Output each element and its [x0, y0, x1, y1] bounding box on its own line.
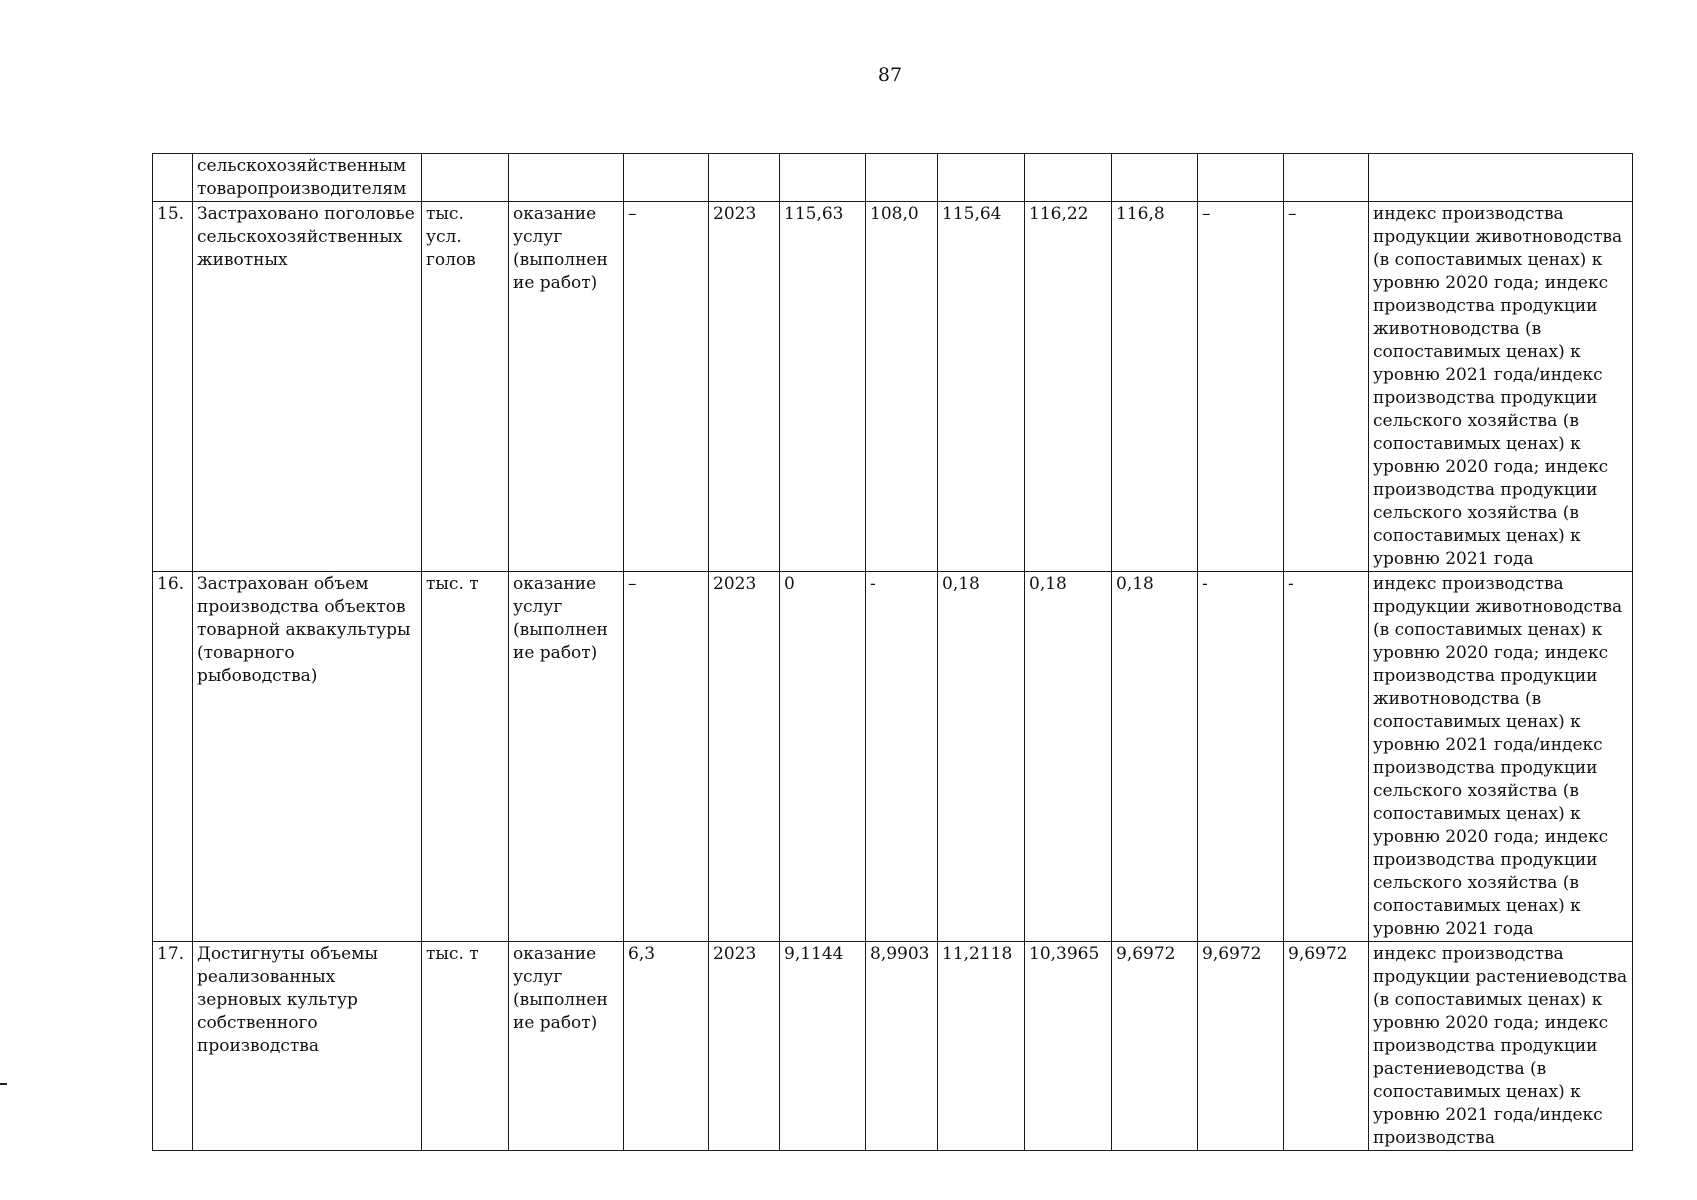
cell-value-7: –: [1284, 202, 1369, 572]
cell-name: Достигнуты объемы реализованных зерновых культур собственного производства: [193, 942, 422, 1151]
cell-num: 16.: [153, 572, 193, 942]
cell-value-7: -: [1284, 572, 1369, 942]
cell-value-3: 115,64: [938, 202, 1025, 572]
cell-value-4: [1025, 154, 1112, 202]
cell-value-2: 108,0: [866, 202, 938, 572]
cell-type: оказание услуг (выполнение работ): [509, 942, 624, 1151]
cell-value-3: 11,2118: [938, 942, 1025, 1151]
cell-value-1: 0: [780, 572, 866, 942]
cell-value-5: 116,8: [1112, 202, 1198, 572]
indicators-table: [152, 153, 1633, 1151]
cell-link: [1369, 154, 1633, 202]
cell-unit: тыс. т: [422, 572, 509, 942]
cell-value-3: 0,18: [938, 572, 1025, 942]
cell-unit: [422, 154, 509, 202]
cell-num: [153, 154, 193, 202]
cell-value-7: [1284, 154, 1369, 202]
cell-value-7: 9,6972: [1284, 942, 1369, 1151]
cell-type: оказание услуг (выполнение работ): [509, 572, 624, 942]
cell-value-4: 10,3965: [1025, 942, 1112, 1151]
cell-value-3: [938, 154, 1025, 202]
cell-value-4: 116,22: [1025, 202, 1112, 572]
cell-value-1: 115,63: [780, 202, 866, 572]
cell-unit: тыс. усл. голов: [422, 202, 509, 572]
cell-base-value: –: [624, 572, 709, 942]
cell-num: 15.: [153, 202, 193, 572]
cell-value-2: [866, 154, 938, 202]
cell-value-5: 0,18: [1112, 572, 1198, 942]
cell-name: Застраховано поголовье сельскохозяйственных животных: [193, 202, 422, 572]
cell-base-value: –: [624, 202, 709, 572]
cell-value-6: -: [1198, 572, 1284, 942]
cell-value-4: 0,18: [1025, 572, 1112, 942]
margin-mark: [0, 1083, 7, 1085]
cell-name: Застрахован объем производства объектов товарной аквакультуры (товарного рыбоводства): [193, 572, 422, 942]
cell-base-year: [709, 154, 780, 202]
cell-link: индекс производства продукции животноводства (в сопоставимых ценах) к уровню 2020 года; индекс производства продукции животноводства (в сопоставимых ценах) к уровню 2021 года/индекс производства продукции сельского хозяйства (в сопоставимых ценах) к уровню 2020 года; индекс производства продукции сельского хозяйства (в сопоставимых ценах) к уровню 2021 года: [1369, 572, 1633, 942]
cell-name: сельскохозяйственным товаропроизводителям: [193, 154, 422, 202]
table-row: [153, 202, 1633, 572]
cell-value-1: 9,1144: [780, 942, 866, 1151]
cell-value-5: 9,6972: [1112, 942, 1198, 1151]
table-row-continuation: [153, 154, 1633, 202]
cell-type: оказание услуг (выполнение работ): [509, 202, 624, 572]
cell-value-2: 8,9903: [866, 942, 938, 1151]
cell-value-6: –: [1198, 202, 1284, 572]
cell-base-year: 2023: [709, 942, 780, 1151]
cell-unit: тыс. т: [422, 942, 509, 1151]
cell-value-6: [1198, 154, 1284, 202]
cell-base-year: 2023: [709, 202, 780, 572]
cell-base-value: 6,3: [624, 942, 709, 1151]
cell-link: индекс производства продукции растениеводства (в сопоставимых ценах) к уровню 2020 года; индекс производства продукции растениеводства (в сопоставимых ценах) к уровню 2021 года/индекс производства: [1369, 942, 1633, 1151]
table-row: [153, 572, 1633, 942]
table-row: [153, 942, 1633, 1151]
page-number: 87: [877, 64, 903, 86]
cell-value-2: -: [866, 572, 938, 942]
cell-value-6: 9,6972: [1198, 942, 1284, 1151]
cell-base-year: 2023: [709, 572, 780, 942]
cell-value-1: [780, 154, 866, 202]
cell-link: индекс производства продукции животноводства (в сопоставимых ценах) к уровню 2020 года; индекс производства продукции животноводства (в сопоставимых ценах) к уровню 2021 года/индекс производства продукции сельского хозяйства (в сопоставимых ценах) к уровню 2020 года; индекс производства продукции сельского хозяйства (в сопоставимых ценах) к уровню 2021 года: [1369, 202, 1633, 572]
cell-type: [509, 154, 624, 202]
cell-value-5: [1112, 154, 1198, 202]
cell-base-value: [624, 154, 709, 202]
cell-num: 17.: [153, 942, 193, 1151]
